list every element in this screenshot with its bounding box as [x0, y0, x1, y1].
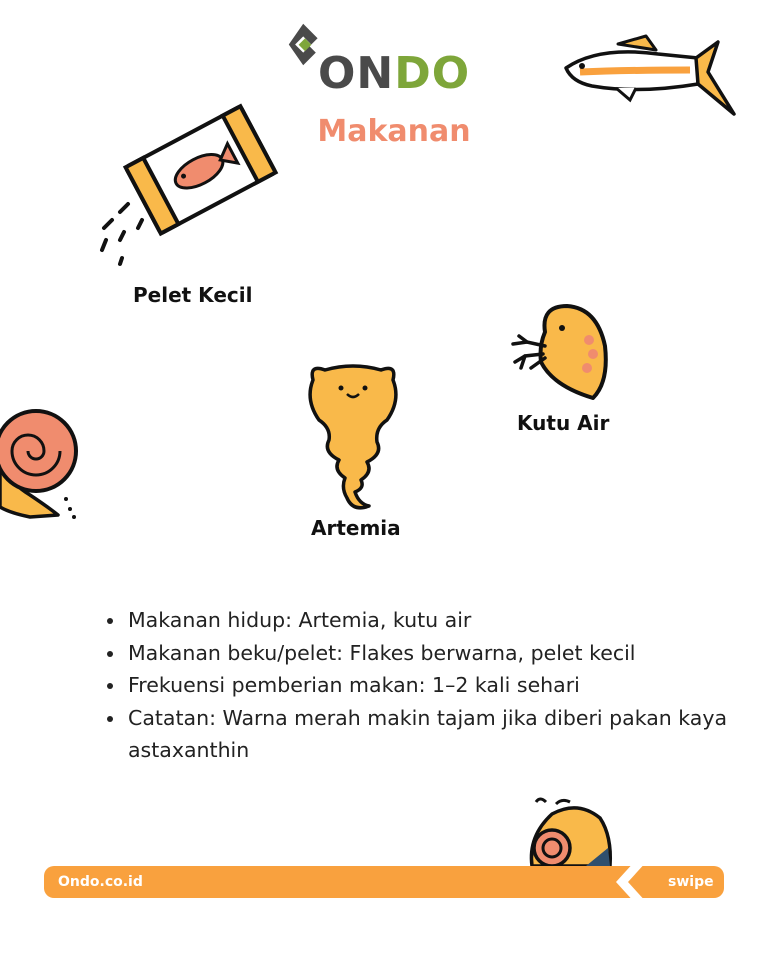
- swipe-button[interactable]: swipe: [668, 874, 714, 890]
- label-artemia: Artemia: [311, 516, 401, 540]
- snail-icon: [0, 403, 86, 521]
- logo-do: DO: [394, 48, 471, 99]
- label-kutu-air: Kutu Air: [517, 411, 610, 435]
- list-item: • Makanan hidup: Artemia, kutu air: [126, 604, 766, 637]
- small-snail-icon: [526, 796, 614, 868]
- list-item: • Makanan beku/pelet: Flakes berwarna, pelet kecil: [126, 637, 766, 670]
- list-item: • Frekuensi pemberian makan: 1–2 kali sehari: [126, 669, 766, 702]
- feeding-notes-list: [96, 604, 766, 767]
- artemia-icon: [303, 364, 403, 512]
- page-title: Makanan: [317, 114, 471, 149]
- list-item: • Catatan: Warna merah makin tajam jika diberi pakan kaya astaxanthin: [126, 702, 766, 767]
- logo-on: ON: [318, 48, 395, 99]
- daphnia-icon: [505, 302, 610, 402]
- chevron-left-icon: [608, 860, 648, 904]
- footer-site-link[interactable]: Ondo.co.id: [58, 874, 143, 890]
- fish-food-packet-icon: [90, 100, 280, 270]
- brand-logo: [318, 46, 470, 102]
- label-pelet-kecil: Pelet Kecil: [133, 283, 253, 307]
- swordtail-fish-icon: [558, 28, 738, 123]
